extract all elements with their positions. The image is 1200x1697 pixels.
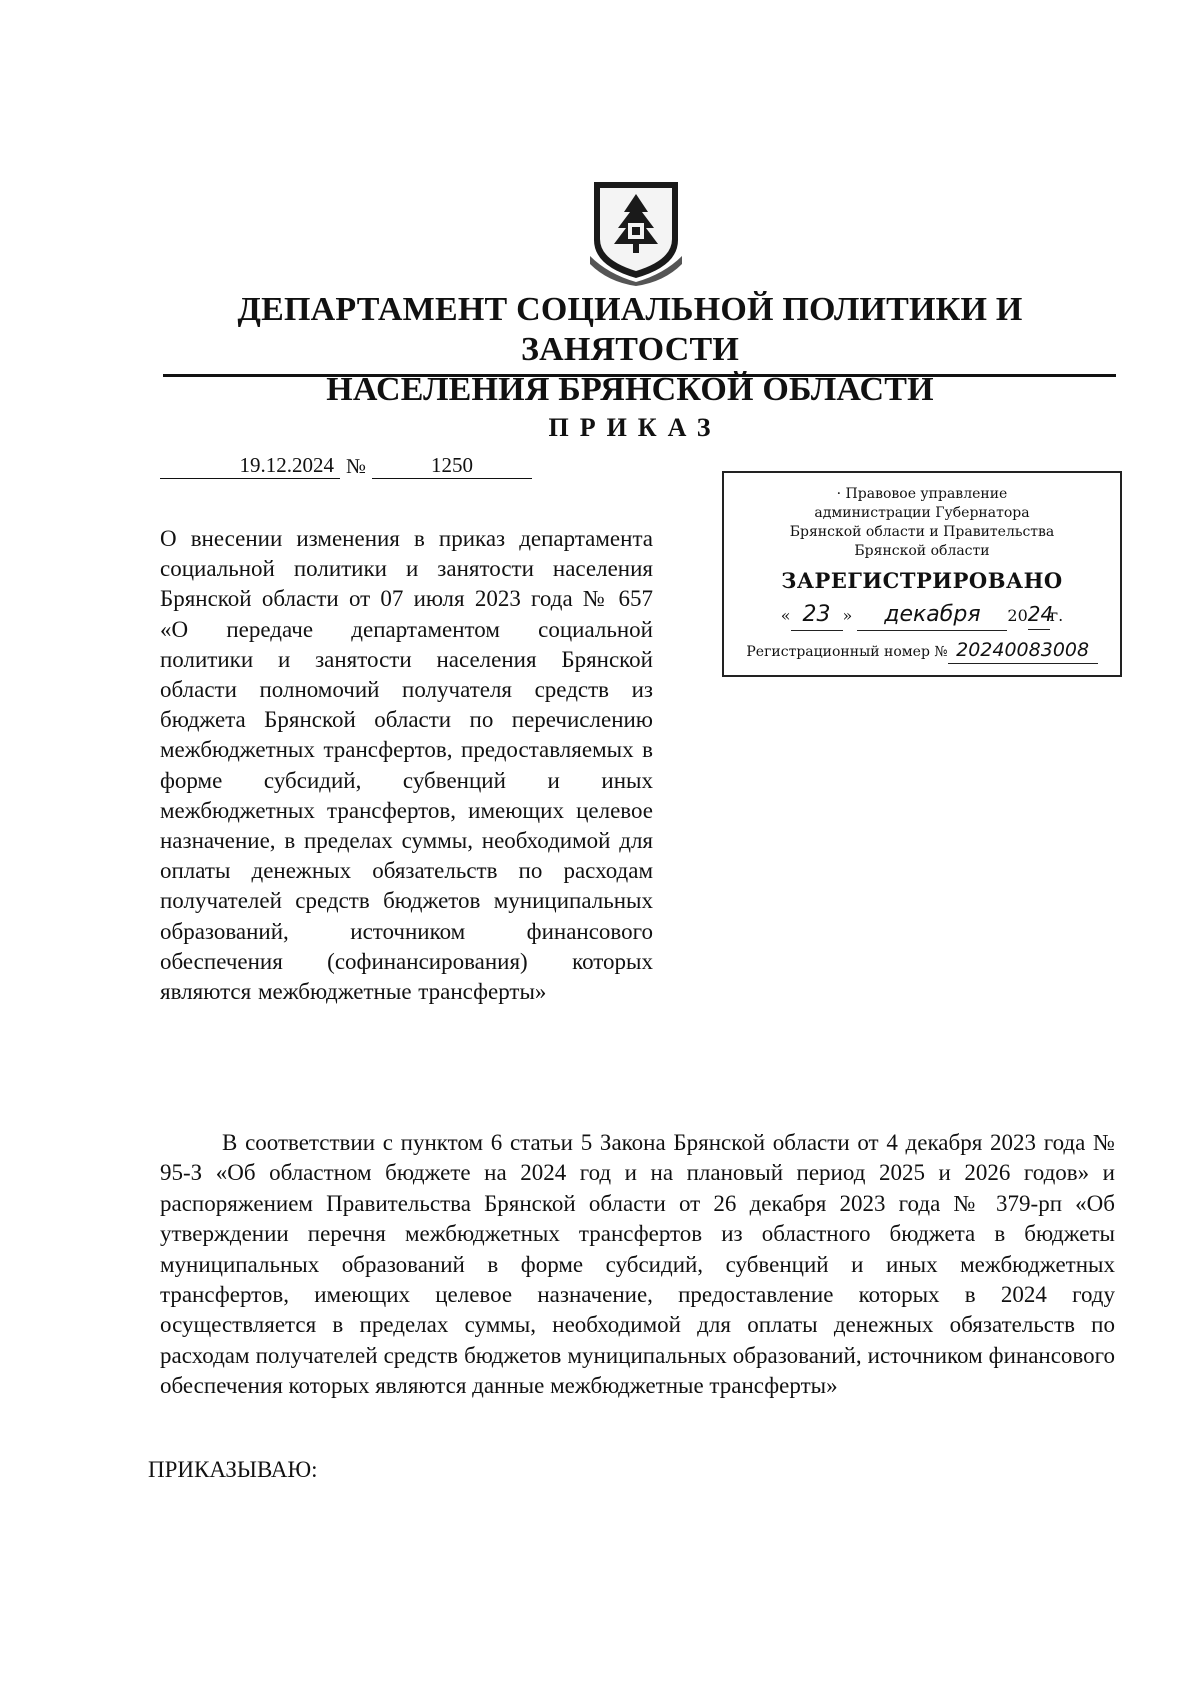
stamp-reg-label: Регистрационный номер № xyxy=(746,644,948,660)
stamp-day: 23 xyxy=(791,600,843,631)
stamp-year-prefix: 20 xyxy=(1007,606,1028,625)
stamp-quote-open: « xyxy=(780,606,791,625)
stamp-date xyxy=(724,599,1120,631)
stamp-line-3: Брянской области и Правительства xyxy=(789,524,1055,540)
stamp-year-unit: г. xyxy=(1049,606,1064,625)
document-date: 19.12.2024 xyxy=(160,452,340,479)
stamp-year-suffix: 24 xyxy=(1028,599,1050,630)
preamble-paragraph: В соответствии с пунктом 6 статьи 5 Закона Брянской области от 4 декабря 2023 года № 95-З «Об областном бюджете на 2024 год и на плановый период 2025 и 2026 годов» и распоряжением Правительства Брянской области от 26 декабря 2023 года № 379-рп «Об утверждении перечня межбюджетных трансфертов из областного бюджета в бюджеты муниципальных образований в форме субсидий, субвенций и иных межбюджетных трансфертов, имеющих целевое назначение, предоставление которых в 2024 году осуществляется в пределах суммы, необходимой для оплаты денежных обязательств по расходам получателей средств бюджетов муниципальных образований, источником финансового обеспечения которых являются данные межбюджетные трансферты» xyxy=(160,1130,1115,1399)
registration-stamp xyxy=(722,471,1122,677)
document-type: ПРИКАЗ xyxy=(548,413,722,442)
stamp-reg-number: 20240083008 xyxy=(948,637,1098,664)
stamp-line-2: администрации Губернатора xyxy=(814,505,1030,521)
document-meta xyxy=(160,452,532,479)
order-directive: ПРИКАЗЫВАЮ: xyxy=(148,1457,318,1482)
stamp-heading: ЗАРЕГИСТРИРОВАНО xyxy=(781,568,1063,593)
organization-title-line-1: ДЕПАРТАМЕНТ СОЦИАЛЬНОЙ ПОЛИТИКИ И ЗАНЯТОСТИ xyxy=(237,291,1023,368)
stamp-month: декабря xyxy=(857,600,1007,631)
stamp-registration xyxy=(724,637,1120,665)
header-divider xyxy=(163,374,1116,377)
coat-of-arms-icon xyxy=(588,178,684,286)
order-subject: О внесении изменения в приказ департамента социальной политики и занятости населения Брянской области от 07 июля 2023 года № 657 «О передаче департаментом социальной политики и занятости населения Брянской области полномочий получателя средств из бюджета Брянской области по перечислению межбюджетных трансфертов, предоставляемых в форме субсидий, субвенций и иных межбюджетных трансфертов, имеющих целевое назначение, в пределах суммы, необходимой для оплаты денежных обязательств по расходам получателей средств бюджетов муниципальных образований, источником финансового обеспечения (софинансирования) которых являются межбюджетные трансферты» xyxy=(160,526,653,1005)
organization-title xyxy=(150,290,1110,410)
stamp-line-4: Брянской области xyxy=(854,543,990,559)
document-number: 1250 xyxy=(372,452,532,479)
number-sign: № xyxy=(346,454,367,478)
stamp-line-1: · Правовое управление xyxy=(836,486,1008,502)
organization-title-line-2: НАСЕЛЕНИЯ БРЯНСКОЙ ОБЛАСТИ xyxy=(326,371,934,408)
stamp-quote-close: » xyxy=(842,606,853,625)
